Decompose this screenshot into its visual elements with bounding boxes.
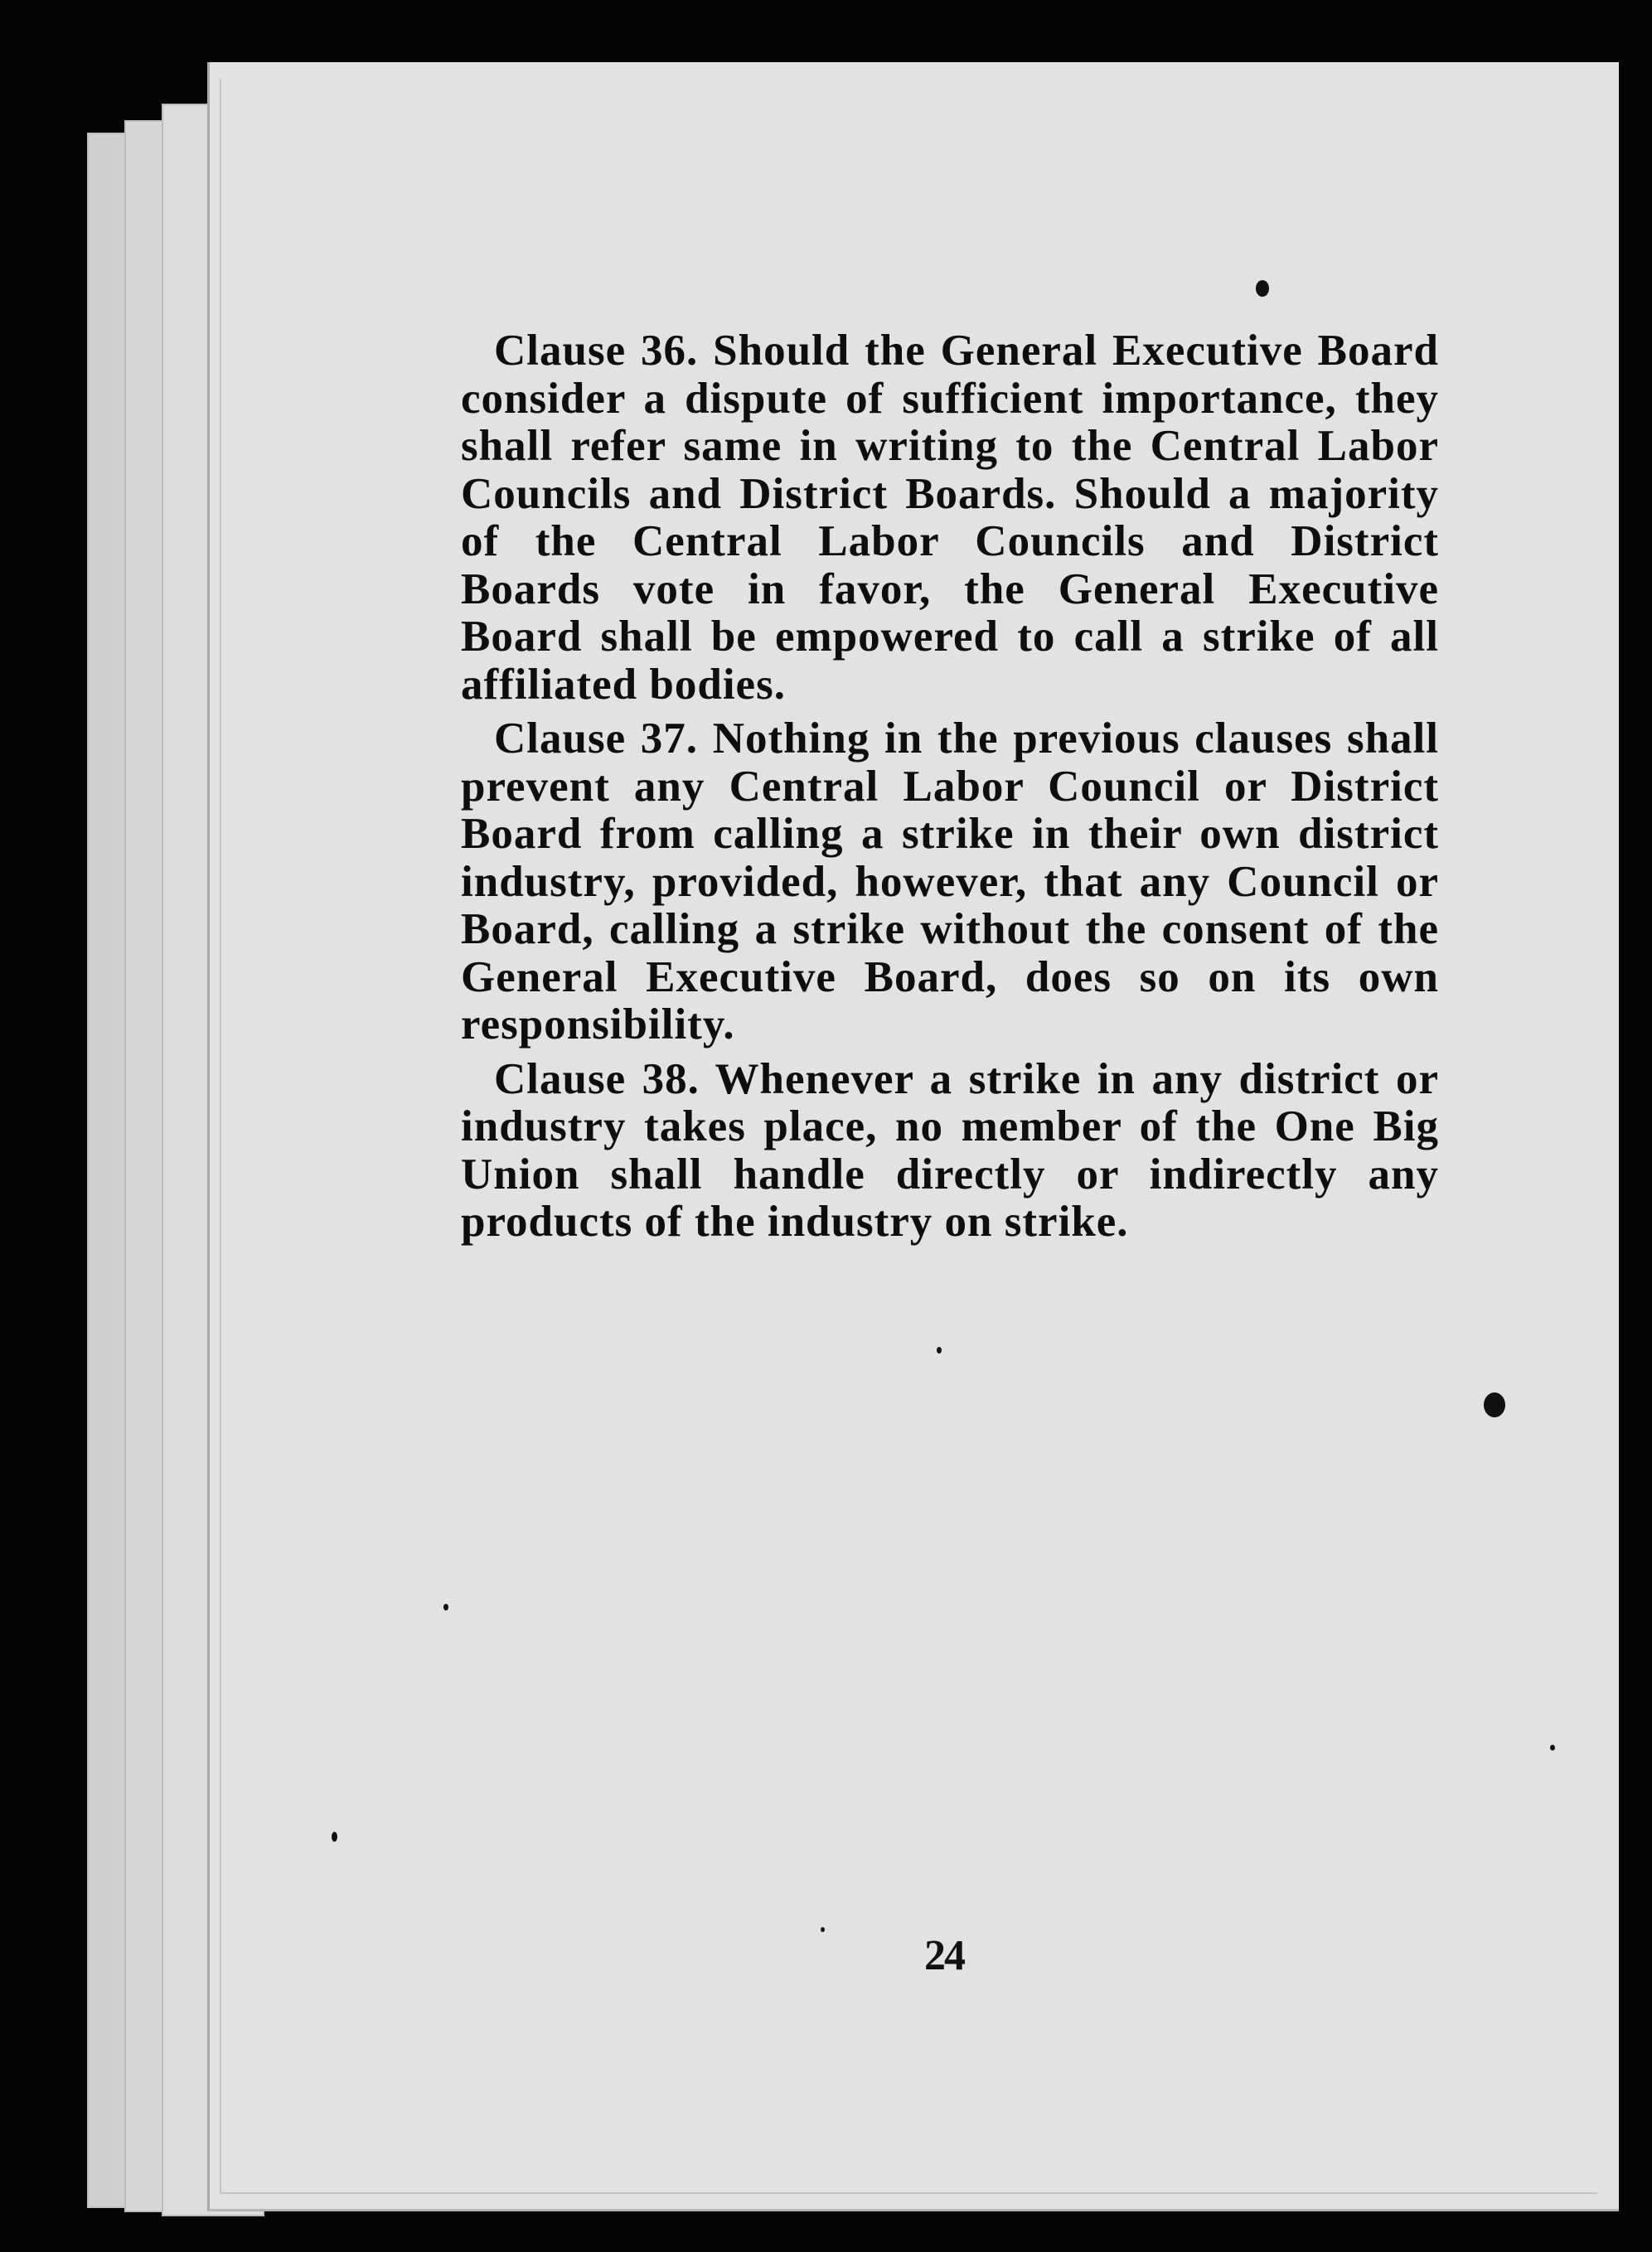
page-number: 24 — [924, 1932, 964, 1979]
clause-36: Clause 36. Should the General Executive Board consider a dispute of sufficient importance, they shall refer same in writing to the Central Labor Councils and District Boards. Should a majority of the Central Labor Councils and District Boards vote in favor, the General Executive Board shall be empowered to call a strike of all affiliated bodies. — [461, 327, 1439, 709]
page-body-text — [461, 327, 1439, 1253]
ink-speck — [1550, 1745, 1555, 1751]
ink-speck — [1484, 1392, 1505, 1417]
ink-speck — [443, 1604, 448, 1610]
clause-38: Clause 38. Whenever a strike in any district or industry takes place, no member of the One Big Union shall handle directly or indirectly any products of the industry on strike. — [461, 1054, 1439, 1246]
clause-37: Clause 37. Nothing in the previous clauses shall prevent any Central Labor Council or District Board from calling a strike in their own district industry, provided, however, that any Council or Board, calling a strike without the consent of the General Executive Board, does so on its own responsibility. — [461, 714, 1439, 1049]
ink-speck — [1256, 280, 1269, 297]
ink-speck — [332, 1832, 337, 1842]
ink-speck — [821, 1927, 825, 1932]
ink-speck — [937, 1347, 942, 1354]
